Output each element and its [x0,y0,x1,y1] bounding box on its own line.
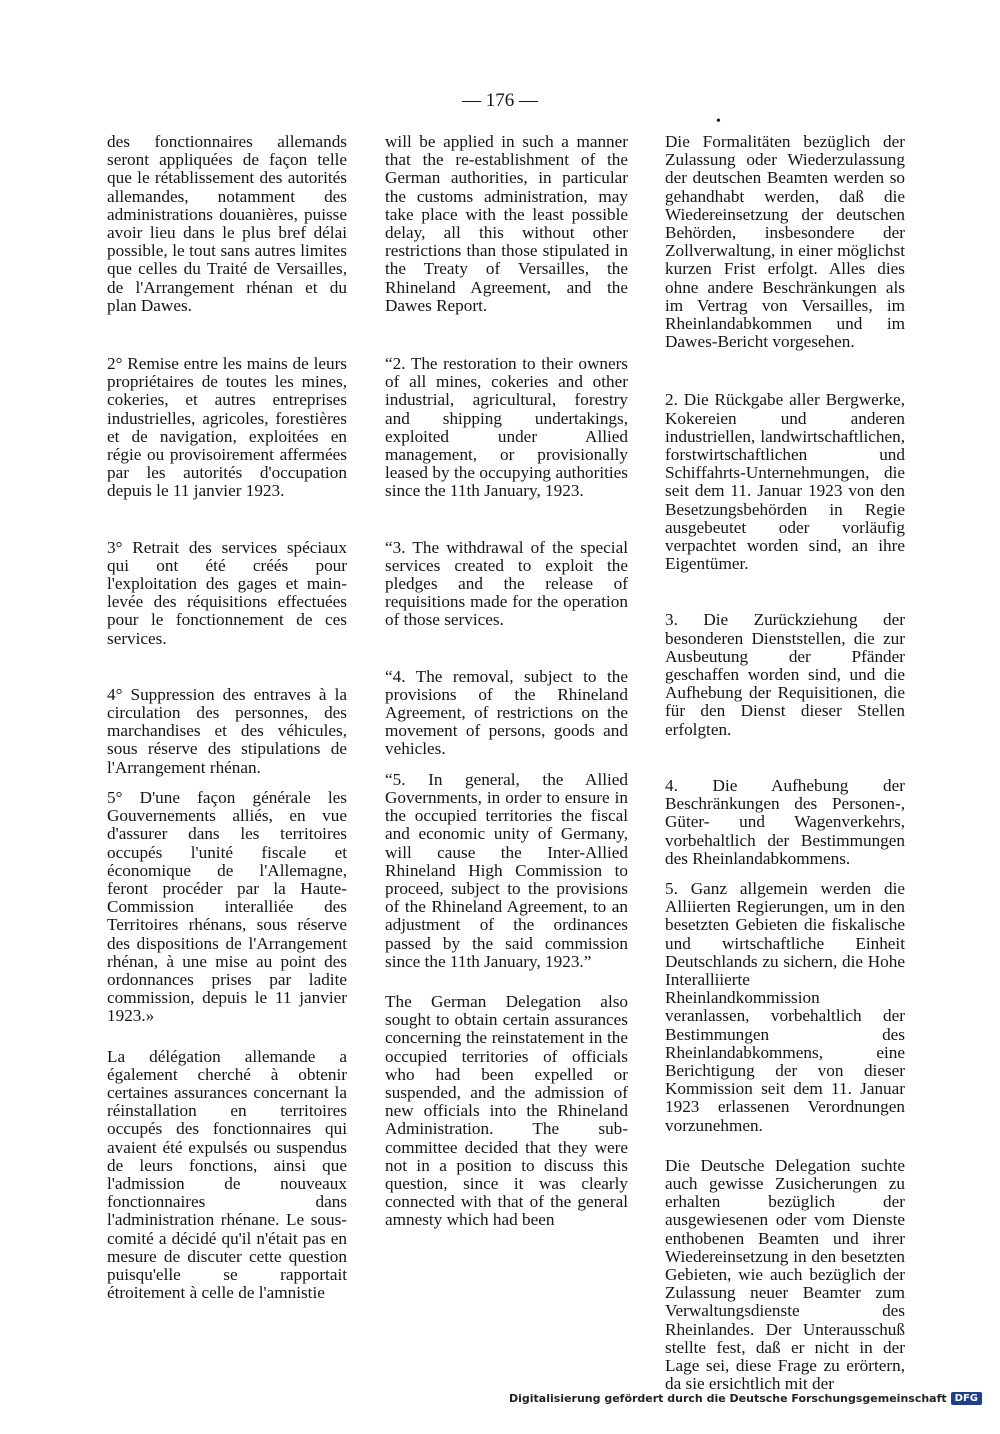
fr-paragraph-5: 5° D'une façon générale les Gouvernements alliés, en vue d'assurer dans les territoires occupés l'unité fiscale et économique de l'Allemagne, feront procéder par la Haute-Commission interalliée des Territoires rhénans, sous réserve des dispositions de l'Arrangement rhénan, à une mise au point des ordonnances prises par ladite commission, depuis le 11 janvier 1923.» [107,787,347,1026]
fr-paragraph-3: 3° Retrait des services spéciaux qui ont été créés pour l'exploitation des gages et main-levée des réquisitions effectuées pour le fonctionnement de ces services. [107,537,347,648]
de-paragraph-2: 2. Die Rückgabe aller Bergwerke, Kokereien und anderen industriellen, landwirtschaftlichen, forstwirtschaftlichen und Schiffahrts-Unternehmungen, die seit dem 11. Januar 1923 von den Besetzungsbehörden in Regie ausgebeutet oder vorläufig verpachtet worden sind, an ihre Eigentümer. [665,390,905,574]
printer-dot-mark: • [716,114,721,129]
de-paragraph-4: 4. Die Aufhebung der Beschränkungen des Personen-, Güter- und Wagenverkehrs, vorbehaltlich der Bestimmungen des Rheinlandabkommens. [665,775,905,868]
de-paragraph-5: 5. Ganz allgemein werden die Alliierten Regierungen, um in den besetzten Gebieten die fiskalische und wirtschaftliche Einheit Deutschlands zu sichern, die Hohe Interalliierte Rheinlandkommission veranlassen, vorbehaltlich der Bestimmungen des Rheinlandabkommens, eine Berichtigung der von dieser Kommission seit dem 11. Januar 1923 erlassenen Verordnungen vorzunehmen. [665,878,905,1135]
fr-paragraph-6: La délégation allemande a également cherché à obtenir certaines assurances concernant la réinstallation en territoires occupés des fonctionnaires qui avaient été expulsés ou suspendus de leurs fonctions, ainsi que l'admission de nouveaux fonctionnaires dans l'administration rhénane. Le sous-comité a décidé qu'il n'était pas en mesure de discuter cette question puisqu'elle se rapportait étroitement à celle de l'amnistie [107,1046,347,1303]
en-paragraph-3: “3. The withdrawal of the special services created to exploit the pledges and the release of requisitions made for the operation of those services. [385,537,628,630]
de-paragraph-6: Die Deutsche Delegation suchte auch gewisse Zusicherungen zu erhalten bezüglich der ausgewiesenen oder vom Dienste enthobenen Beamten und ihrer Wiedereinsetzung in den besetzten Gebieten, wie auch bezüglich der Zulassung neuer Beamter zum Verwaltungsdienste des Rheinlandes. Der Unterausschuß stellte fest, daß er nicht in der Lage sei, diese Frage zu erörtern, da sie ersichtlich mit der [665,1155,905,1394]
page-number: — 176 — [462,90,538,111]
de-paragraph-3: 3. Die Zurückziehung der besonderen Dienststellen, die zur Ausbeutung der Pfänder geschaffen worden sind, und die Aufhebung der Requisitionen, die für den Dienst dieser Stellen erfolgten. [665,610,905,739]
en-paragraph-1: will be applied in such a manner that the re-establishment of the German authorities, in particular the customs administration, may take place with the least possible delay, all this without other restrictions than those stipulated in the Treaty of Versailles, the Rhineland Agreement, and the Dawes Report. [385,132,628,315]
english-column [385,133,628,1230]
en-paragraph-5: “5. In general, the Allied Governments, in order to ensure in the occupied territories the fiscal and economic unity of Germany, will cause the Inter-Allied Rhineland High Commission to proceed, subject to the provisions of the Rhineland Agreement, to an adjustment of the ordinances passed by the said commission since the 11th January, 1923.” [385,769,628,971]
en-paragraph-4: “4. The removal, subject to the provisions of the Rhineland Agreement, of restrictions on the movement of persons, goods and vehicles. [385,666,628,759]
dfg-logo-icon: DFG [951,1392,982,1405]
de-paragraph-1: Die Formalitäten bezüglich der Zulassung oder Wiederzulassung der deutschen Beamten werden so gehandhabt werden, daß die Wiedereinsetzung der deutschen Behörden, insbesondere der Zollverwaltung, in einer möglichst kurzen Frist erfolgt. Alles dies ohne andere Beschränkungen als im Vertrag von Versailles, im Rheinlandabkommen und im Dawes-Bericht vorgesehen. [665,132,905,352]
credit-text: Digitalisierung gefördert durch die Deutsche Forschungsgemeinschaft [508,1392,947,1405]
french-column [107,133,347,1302]
en-paragraph-2: “2. The restoration to their owners of all mines, cokeries and other industrial, agricultural, forestry and shipping undertakings, exploited under Allied management, or provisionally leased by the occupying authorities since the 11th January, 1923. [385,354,628,501]
fr-paragraph-2: 2° Remise entre les mains de leurs propriétaires de toutes les mines, cokeries, et autres entreprises industrielles, agricoles, forestières et de navigation, exploitées en régie ou provisoirement affermées par les autorités d'occupation depuis le 11 janvier 1923. [107,354,347,501]
en-paragraph-6: The German Delegation also sought to obtain certain assurances concerning the reinstatement in the occupied territories of officials who had been expelled or suspended, and the admission of new officials into the Rhineland Administration. The sub-committee decided that they were not in a position to discuss this question, since it was clearly connected with that of the general amnesty which had been [385,991,628,1230]
digitization-credit [509,1392,982,1405]
fr-paragraph-4: 4° Suppression des entraves à la circulation des personnes, des marchandises et des véhicules, sous réserve des stipulations de l'Arrangement rhénan. [107,684,347,777]
fr-paragraph-1: des fonctionnaires allemands seront appliquées de façon telle que le rétablissement des autorités allemandes, notamment des administrations douanières, puisse avoir lieu dans le plus bref délai possible, le tout sans autres limites que celles du Traité de Versailles, de l'Arrangement rhénan et du plan Dawes. [107,132,347,315]
german-column [665,133,905,1393]
